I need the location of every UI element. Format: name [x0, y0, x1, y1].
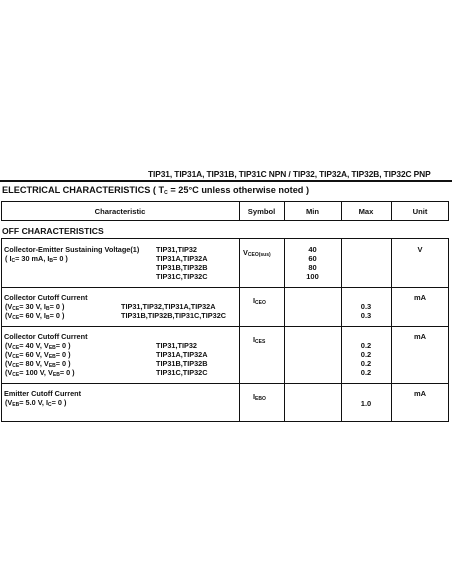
row-vceo-min: 100 — [306, 272, 319, 281]
section-title: ELECTRICAL CHARACTERISTICS ( $T_C = 25^\circ C$ unless otherwise noted ) — [2, 185, 310, 196]
row-ices-device: TIP31,TIP32 — [156, 341, 197, 350]
header-min: Min — [305, 207, 320, 216]
header-unit: Unit — [412, 207, 428, 216]
row-vceo-min: 80 — [308, 263, 317, 272]
row-iceo-max: 0.3 — [360, 311, 372, 320]
row-iceo-max: 0.3 — [360, 302, 372, 311]
row-vceo-device: TIP31,TIP32 — [156, 245, 197, 254]
row-ices-device: TIP31C,TIP32C — [156, 368, 208, 377]
row-vceo-min: 60 — [308, 254, 317, 263]
row-ices-max: 0.2 — [360, 341, 372, 350]
row-ices-device: TIP31A,TIP32A — [156, 350, 208, 359]
row-vceo-symbol: $V_{CEO(sus)}$ — [243, 248, 271, 258]
row-iceo-unit: mA — [413, 293, 427, 302]
row-vceo-unit: V — [417, 245, 423, 254]
header-characteristic: Characteristic — [94, 207, 146, 216]
row-iceo-device: TIP31B,TIP32B,TIP31C,TIP32C — [121, 311, 227, 320]
row-iebo-max: 1.0 — [360, 399, 372, 408]
row-iebo-unit: mA — [413, 389, 427, 398]
row-ices-condition: ($V_{CE}= 40$ V, $V_{EB}= 0$ ) — [5, 341, 71, 351]
row-ices-condition: ($V_{CE}= 60$ V, $V_{EB}= 0$ ) — [5, 350, 71, 360]
row-iceo-condition: ($V_{CE}= 60$ V, $I_B= 0$ ) — [5, 311, 65, 321]
row-iceo-symbol: $I_{CEO}$ — [253, 296, 266, 306]
header-max: Max — [358, 207, 374, 216]
row-ices-device: TIP31B,TIP32B — [156, 359, 208, 368]
row-ices-title: Collector Cutoff Current — [4, 332, 88, 341]
row-iebo-symbol: $I_{EBO}$ — [253, 392, 266, 402]
row-ices-max: 0.2 — [360, 368, 372, 377]
row-iceo-title: Collector Cutoff Current — [4, 293, 88, 302]
row-ices-max: 0.2 — [360, 359, 372, 368]
part-number-header: TIP31, TIP31A, TIP31B, TIP31C NPN / TIP32, TIP32A, TIP32B, TIP32C PNP — [148, 169, 431, 179]
header-rule — [0, 180, 452, 182]
row-vceo-condition: ( $I_C= 30$ mA, $I_B= 0$ ) — [5, 254, 68, 264]
row-vceo-min: 40 — [308, 245, 317, 254]
row-vceo-device: TIP31A,TIP32A — [156, 254, 208, 263]
row-vceo-title: Collector-Emitter Sustaining Voltage(1) — [4, 245, 140, 254]
row-iebo-title: Emitter Cutoff Current — [4, 389, 82, 398]
row-ices-condition: ($V_{CE}= 100$ V, $V_{EB}= 0$ ) — [5, 368, 75, 378]
row-vceo-device: TIP31B,TIP32B — [156, 263, 208, 272]
row-ices-max: 0.2 — [360, 350, 372, 359]
row-iebo-condition: ($V_{EB}= 5.0$ V, $I_C= 0$ ) — [5, 398, 67, 408]
row-ices-unit: mA — [413, 332, 427, 341]
row-ices-symbol: $I_{CES}$ — [253, 335, 266, 345]
off-characteristics-title: OFF CHARACTERISTICS — [2, 226, 104, 236]
row-vceo-device: TIP31C,TIP32C — [156, 272, 208, 281]
header-symbol: Symbol — [247, 207, 276, 216]
row-iceo-condition: ($V_{CE}= 30$ V, $I_B= 0$ ) — [5, 302, 65, 312]
row-ices-condition: ($V_{CE}= 80$ V, $V_{EB}= 0$ ) — [5, 359, 71, 369]
row-iceo-device: TIP31,TIP32,TIP31A,TIP32A — [121, 302, 216, 311]
